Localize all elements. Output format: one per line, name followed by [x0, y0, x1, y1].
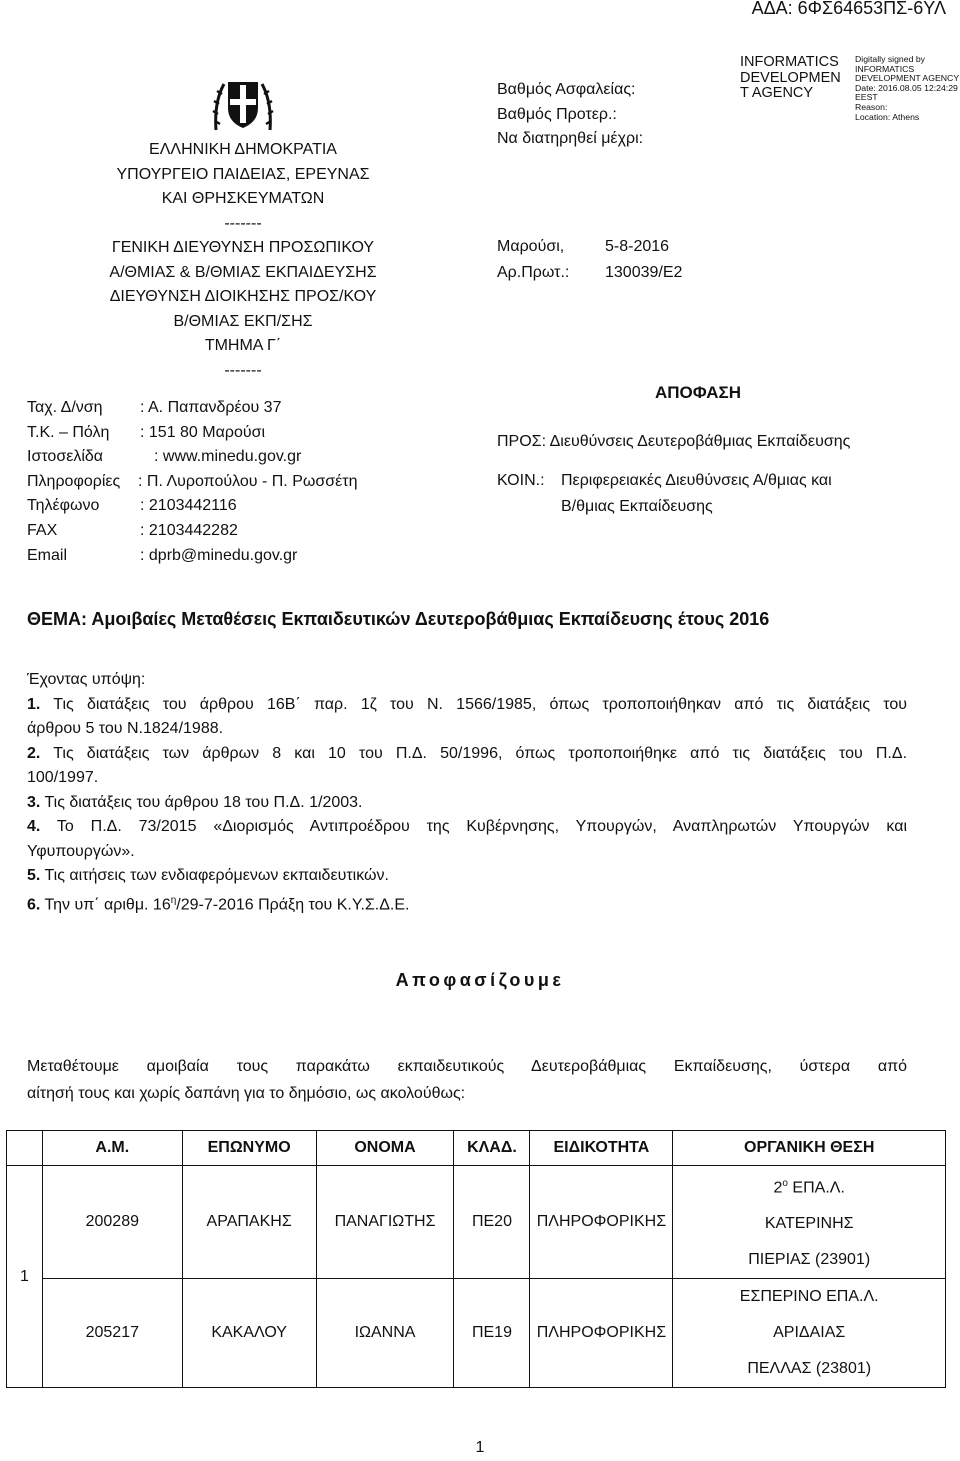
header-line: -------: [224, 214, 262, 232]
table-row: [7, 1279, 946, 1388]
date-protocol-block: [497, 234, 682, 286]
contact-value: : Π. Λυροπούλου - Π. Ρωσσέτη: [138, 472, 358, 490]
contact-row: [27, 494, 357, 519]
date-value: 5-8-2016: [605, 238, 670, 255]
cc-line: Β/θμιας Εκπαίδευσης: [561, 498, 713, 515]
security-line: Βαθμός Ασφαλείας:: [497, 81, 636, 98]
protocol-value: 130039/Ε2: [605, 264, 683, 281]
header-line: Α/ΘΜΙΑΣ & Β/ΘΜΙΑΣ ΕΚΠΑΙΔΕΥΣΗΣ: [109, 263, 377, 281]
specialty-cell: ΠΛΗΡΟΦΟΡΙΚΗΣ: [530, 1279, 673, 1388]
surname-cell: ΚΑΚΑΛΟΥ: [182, 1279, 316, 1388]
greek-emblem-icon: [212, 68, 274, 134]
header-line: ΥΠΟΥΡΓΕΙΟ ΠΑΙΔΕΙΑΣ, ΕΡΕΥΝΑΣ: [116, 165, 370, 183]
name-cell: ΠΑΝΑΓΙΩΤΗΣ: [316, 1166, 454, 1279]
branch-cell: ΠΕ19: [454, 1279, 530, 1388]
contact-key: Email: [27, 546, 68, 564]
table-header-cell: [7, 1131, 43, 1166]
surname-cell: ΑΡΑΠΑΚΗΣ: [182, 1166, 316, 1279]
header-line: ΚΑΙ ΘΡΗΣΚΕΥΜΑΤΩΝ: [161, 190, 325, 207]
contact-key: Ταχ. Δ/νση: [27, 399, 103, 416]
contact-row: [27, 396, 357, 421]
header-line: ΔΙΕΥΘΥΝΣΗ ΔΙΟΙΚΗΣΗΣ ΠΡΟΣ/ΚΟΥ: [109, 288, 377, 305]
security-line: Βαθμός Προτερ.:: [497, 105, 617, 123]
ada-code: ΑΔΑ: 6ΦΣ64653ΠΣ-6ΥΛ: [751, 0, 946, 18]
signature-detail-line: Location: Athens: [855, 111, 920, 122]
consideration-item: 6. Την υπ΄ αριθμ. $16^\eta/29-7-2016$ Πράξη του Κ.Υ.Σ.Δ.Ε.: [27, 894, 410, 913]
am-cell: 205217: [42, 1279, 182, 1388]
page-number: 1: [475, 1439, 485, 1456]
table-header-cell: ΚΛΑΔ.: [454, 1131, 530, 1166]
table-header-cell: Α.Μ.: [42, 1131, 182, 1166]
considering-label: Έχοντας υπόψη:: [27, 671, 146, 688]
consideration-item: 2. Τις διατάξεις των άρθρων 8 και 10 του Π.Δ. 50/1996, όπως τροποποιήθηκε από τις διατάξεις του Π.Δ.: [27, 744, 908, 762]
transfers-table: [6, 1130, 946, 1388]
signature-detail-line: INFORMATICS: [855, 63, 915, 74]
consideration-item-cont: Υφυπουργών».: [27, 842, 135, 860]
consideration-item: 4. Το Π.Δ. 73/2015 «Διορισμός Αντιπροέδρου της Κυβέρνησης, Υπουργών, Αναπληρωτών Υπουργών και: [27, 818, 908, 835]
branch-cell: ΠΕ20: [454, 1166, 530, 1279]
signature-details[interactable]: [855, 55, 959, 122]
contact-value: : 2103442282: [140, 521, 238, 539]
cc-line: Περιφερειακές Διευθύνσεις Α/θμιας και: [561, 472, 832, 489]
contact-key: FAX: [27, 521, 58, 539]
considerations: [27, 668, 907, 917]
header-line: ΤΜΗΜΑ Γ΄: [204, 337, 282, 354]
header-line: Β/ΘΜΙΑΣ ΕΚΠ/ΣΗΣ: [173, 312, 313, 330]
contact-value: : dprb@minedu.gov.gr: [140, 546, 298, 564]
cc-block: [497, 468, 832, 520]
contact-block: [27, 396, 357, 568]
contact-value: : www.minedu.gov.gr: [154, 448, 302, 466]
signature-org-line: INFORMATICS: [740, 54, 839, 70]
cc-label: ΚΟΙΝ.:: [497, 472, 545, 489]
decision-paragraph: [27, 1053, 907, 1107]
signature-org: [740, 55, 841, 102]
position-cell: $2^o$ ΕΠΑ.Λ. ΚΑΤΕΡΙΝΗΣ ΠΙΕΡΙΑΣ (23901): [673, 1166, 946, 1279]
header-line: ΓΕΝΙΚΗ ΔΙΕΥΘΥΝΣΗ ΠΡΟΣΩΠΙΚΟΥ: [111, 239, 375, 256]
contact-value: : 151 80 Μαρούσι: [140, 423, 266, 441]
paragraph-line: αίτησή τους και χωρίς δαπάνη για το δημόσιο, ως ακολούθως:: [27, 1085, 466, 1102]
contact-key: Ιστοσελίδα: [27, 448, 104, 466]
table-header-cell: ΟΝΟΜΑ: [316, 1131, 454, 1166]
contact-value: : Α. Παπανδρέου 37: [140, 399, 282, 416]
specialty-cell: ΠΛΗΡΟΦΟΡΙΚΗΣ: [530, 1166, 673, 1279]
table-header-cell: ΟΡΓΑΝΙΚΗ ΘΕΣΗ: [673, 1131, 946, 1166]
we-decide-heading: Αποφασίζουμε: [395, 970, 565, 990]
header-line: ΕΛΛΗΝΙΚΗ ΔΗΜΟΚΡΑΤΙΑ: [149, 141, 337, 158]
consideration-item-cont: 100/1997.: [27, 769, 99, 786]
signature-detail-line: Digitally signed by: [855, 54, 926, 64]
protocol-label: Αρ.Πρωτ.:: [497, 264, 570, 281]
name-cell: ΙΩΑΝΝΑ: [316, 1279, 454, 1388]
security-block: [497, 78, 643, 152]
table-header-row: [7, 1131, 946, 1166]
contact-row: [27, 470, 357, 495]
contact-row: [27, 445, 357, 470]
recipients: ΠΡΟΣ: Διευθύνσεις Δευτεροβάθμιας Εκπαίδευσης: [497, 433, 851, 450]
contact-row: [27, 421, 357, 446]
contact-row: [27, 544, 357, 569]
signature-detail-line: DEVELOPMENT AGENCY: [855, 73, 960, 84]
contact-key: Τ.Κ. – Πόλη: [27, 423, 110, 441]
paragraph-line: Μεταθέτουμε αμοιβαία τους παρακάτω εκπαιδευτικούς Δευτεροβάθμιας Εκπαίδευσης, ύστερα από: [27, 1058, 907, 1075]
ministry-header: [52, 138, 434, 383]
am-cell: 200289: [42, 1166, 182, 1279]
consideration-item-cont: άρθρου 5 του Ν.1824/1988.: [27, 720, 224, 737]
date-label: Μαρούσι,: [497, 238, 565, 255]
position-cell: ΕΣΠΕΡΙΝΟ ΕΠΑ.Λ. ΑΡΙΔΑΙΑΣ ΠΕΛΛΑΣ (23801): [673, 1279, 946, 1388]
signature-detail-line: EEST: [855, 92, 878, 103]
table-header-cell: ΕΙΔΙΚΟΤΗΤΑ: [530, 1131, 673, 1166]
table-header-cell: ΕΠΩΝΥΜΟ: [182, 1131, 316, 1166]
contact-value: : 2103442116: [140, 497, 237, 515]
signature-detail-line: Reason:: [855, 101, 888, 112]
contact-key: Τηλέφωνο: [27, 497, 100, 515]
signature-detail-line: Date: 2016.08.05 12:24:29: [855, 82, 958, 93]
subject-line: ΘΕΜΑ: Αμοιβαίες Μεταθέσεις Εκπαιδευτικών Δευτεροβάθμιας Εκπαίδευσης έτους 2016: [27, 609, 770, 629]
contact-row: [27, 519, 357, 544]
consideration-item: 5. Τις αιτήσεις των ενδιαφερόμενων εκπαιδευτικών.: [27, 867, 389, 884]
decision-heading: ΑΠΟΦΑΣΗ: [655, 383, 742, 402]
consideration-item: 1. Τις διατάξεις του άρθρου 16Β΄ παρ. 1ζ του Ν. 1566/1985, όπως τροποποιήθηκαν από τις διατάξεις του: [27, 695, 908, 713]
signature-org-line: DEVELOPMEN: [740, 69, 841, 86]
table-row: [7, 1166, 946, 1279]
signature-org-line: T AGENCY: [740, 85, 814, 101]
contact-key: Πληροφορίες: [27, 472, 121, 490]
consideration-item: 3. Τις διατάξεις του άρθρου 18 του Π.Δ. 1/2003.: [27, 793, 363, 811]
header-line: -------: [224, 361, 262, 379]
group-number: 1: [7, 1166, 43, 1388]
security-line: Να διατηρηθεί μέχρι:: [497, 130, 644, 147]
